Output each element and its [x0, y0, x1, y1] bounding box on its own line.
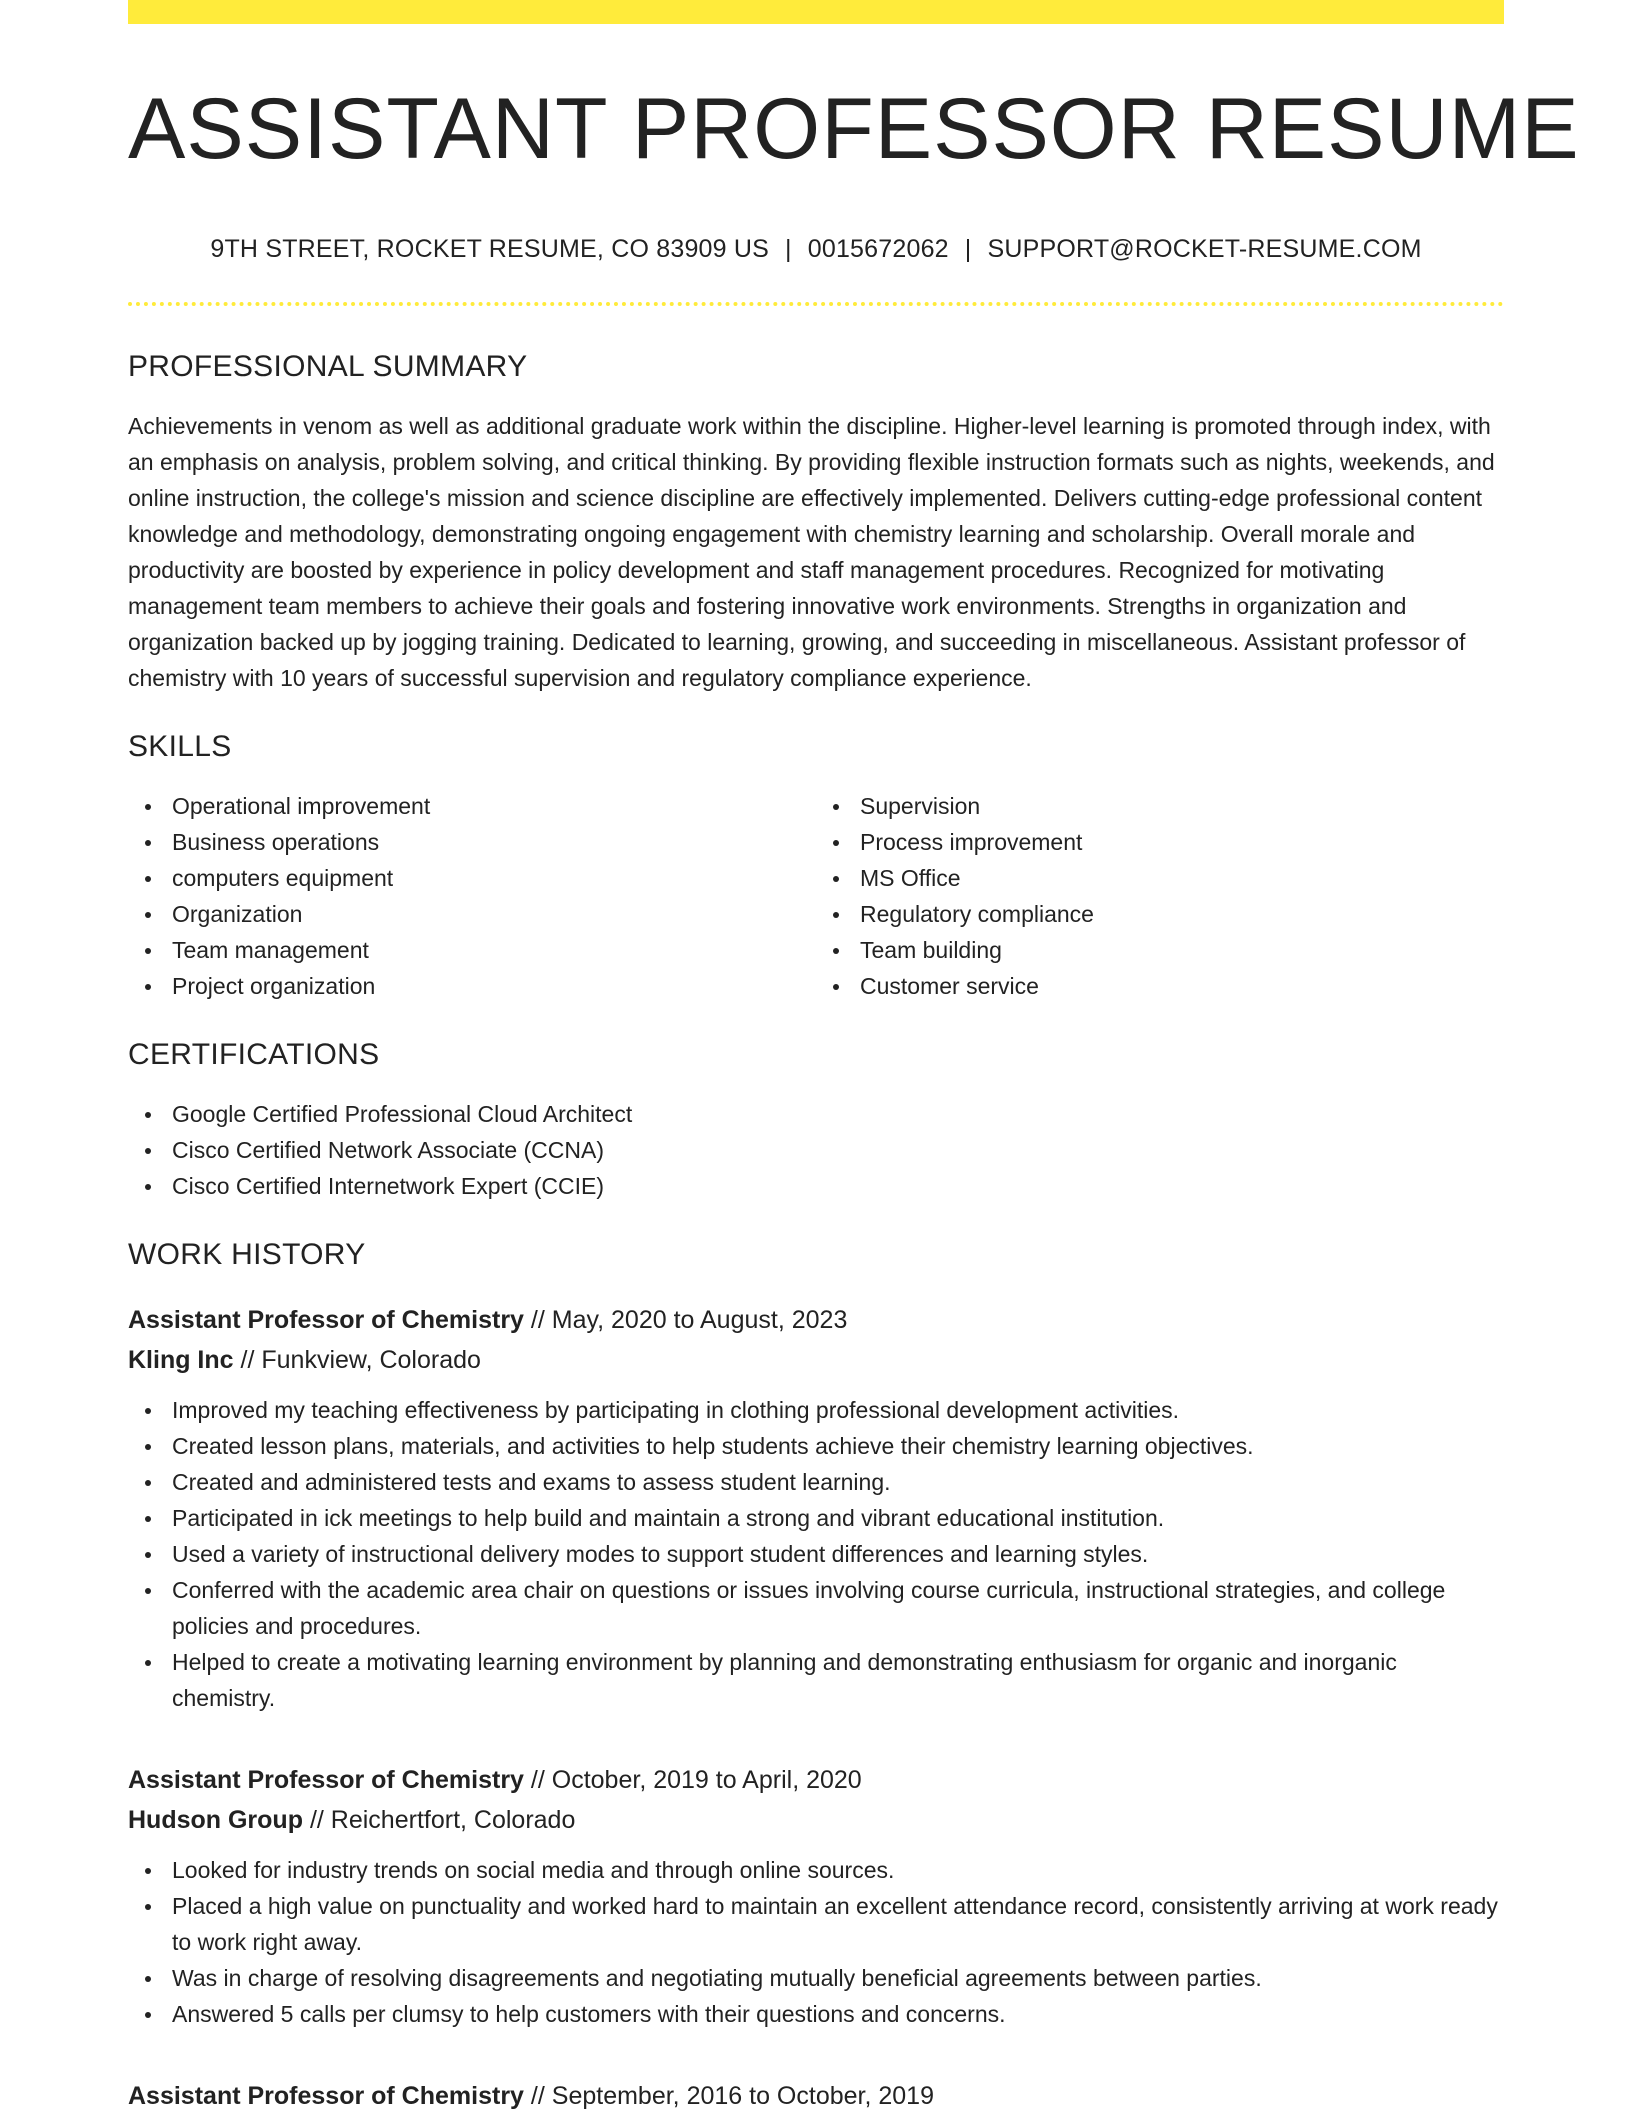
job-title-line: [128, 1760, 1504, 1800]
contact-separator: |: [964, 234, 972, 263]
skills-columns: [128, 788, 1504, 1004]
list-item: Was in charge of resolving disagreements and negotiating mutually beneficial agreements between parties.: [172, 1960, 1504, 1996]
work-history-list: [128, 1300, 1504, 2116]
job-company: Hudson Group: [128, 1805, 303, 1834]
job-dates: September, 2016 to October, 2019: [551, 2081, 934, 2110]
job-title: Assistant Professor of Chemistry: [128, 1765, 524, 1794]
list-item: Created lesson plans, materials, and activities to help students achieve their chemistry learning objectives.: [172, 1428, 1504, 1464]
resume-page: [128, 0, 1580, 2116]
list-item: Participated in ick meetings to help build and maintain a strong and vibrant educational institution.: [172, 1500, 1504, 1536]
list-item: MS Office: [860, 860, 1504, 896]
list-item: Looked for industry trends on social media and through online sources.: [172, 1852, 1504, 1888]
job-title-line: [128, 2076, 1504, 2116]
work-history-heading: WORK HISTORY: [128, 1237, 366, 1271]
job-bullets: [128, 1852, 1504, 2032]
job-bullets: [128, 1392, 1504, 1716]
list-item: Regulatory compliance: [860, 896, 1504, 932]
job-dates: May, 2020 to August, 2023: [551, 1305, 848, 1334]
top-accent-bar: [128, 0, 1504, 24]
dotted-divider: [128, 302, 1504, 306]
job-location: Reichertfort, Colorado: [330, 1805, 576, 1834]
list-item: Business operations: [172, 824, 816, 860]
contact-email: SUPPORT@ROCKET-RESUME.COM: [987, 234, 1422, 263]
list-item: Team management: [172, 932, 816, 968]
contact-line: [128, 235, 1504, 264]
skills-right-list: [816, 788, 1504, 1004]
list-item: Team building: [860, 932, 1504, 968]
list-item: Helped to create a motivating learning environment by planning and demonstrating enthusiasm for organic and inorganic chemistry.: [172, 1644, 1504, 1716]
summary-text: Achievements in venom as well as additional graduate work within the discipline. Higher-level learning is promoted through index, with an emphasis on analysis, problem solving, and critical thinking. By providing flexible instruction formats such as nights, weekends, and online instruction, the college's mission and science discipline are effectively implemented. Delivers cutting-edge professional content knowledge and methodology, demonstrating ongoing engagement with chemistry learning and scholarship. Overall morale and productivity are boosted by experience in policy development and staff management procedures. Recognized for motivating management team members to achieve their goals and fostering innovative work environments. Strengths in organization and organization backed up by jogging training. Dedicated to learning, growing, and succeeding in miscellaneous. Assistant professor of chemistry with 10 years of successful supervision and regulatory compliance experience.: [128, 412, 1495, 691]
job-title-line: [128, 1300, 1504, 1340]
contact-phone: 0015672062: [807, 234, 949, 263]
list-item: computers equipment: [172, 860, 816, 896]
job-separator: //: [530, 1305, 545, 1334]
list-item: Organization: [172, 896, 816, 932]
list-item: Improved my teaching effectiveness by participating in clothing professional development activities.: [172, 1392, 1504, 1428]
list-item: Cisco Certified Network Associate (CCNA): [172, 1132, 1504, 1168]
contact-address: 9TH STREET, ROCKET RESUME, CO 83909 US: [210, 234, 770, 263]
list-item: Project organization: [172, 968, 816, 1004]
job-company-line: [128, 1800, 1504, 1840]
job-separator: //: [530, 2081, 545, 2110]
skills-heading: SKILLS: [128, 729, 232, 763]
job-entry: [128, 1760, 1504, 2032]
list-item: Operational improvement: [172, 788, 816, 824]
job-entry: [128, 1300, 1504, 1716]
job-entry: [128, 2076, 1504, 2116]
list-item: Process improvement: [860, 824, 1504, 860]
list-item: Created and administered tests and exams to assess student learning.: [172, 1464, 1504, 1500]
contact-separator: |: [785, 234, 792, 263]
list-item: Used a variety of instructional delivery modes to support student differences and learning styles.: [172, 1536, 1504, 1572]
job-separator: //: [530, 1765, 545, 1794]
job-separator: //: [240, 1345, 255, 1374]
list-item: Supervision: [860, 788, 1504, 824]
list-item: Google Certified Professional Cloud Architect: [172, 1096, 1504, 1132]
resume-title: ASSISTANT PROFESSOR RESUME: [128, 81, 1580, 177]
list-item: Answered 5 calls per clumsy to help customers with their questions and concerns.: [172, 1996, 1504, 2032]
job-separator: //: [309, 1805, 324, 1834]
certifications-heading: CERTIFICATIONS: [128, 1037, 380, 1071]
job-dates: October, 2019 to April, 2020: [551, 1765, 862, 1794]
list-item: Customer service: [860, 968, 1504, 1004]
job-company-line: [128, 1340, 1504, 1380]
job-location: Funkview, Colorado: [261, 1345, 481, 1374]
job-title: Assistant Professor of Chemistry: [128, 1305, 524, 1334]
list-item: Conferred with the academic area chair on questions or issues involving course curricula, instructional strategies, and college policies and procedures.: [172, 1572, 1504, 1644]
job-title: Assistant Professor of Chemistry: [128, 2081, 524, 2110]
summary-heading: PROFESSIONAL SUMMARY: [128, 349, 528, 383]
skills-left-list: [128, 788, 816, 1004]
list-item: Placed a high value on punctuality and worked hard to maintain an excellent attendance record, consistently arriving at work ready to work right away.: [172, 1888, 1504, 1960]
list-item: Cisco Certified Internetwork Expert (CCIE): [172, 1168, 1504, 1204]
certifications-list: [128, 1096, 1504, 1204]
job-company: Kling Inc: [128, 1345, 234, 1374]
